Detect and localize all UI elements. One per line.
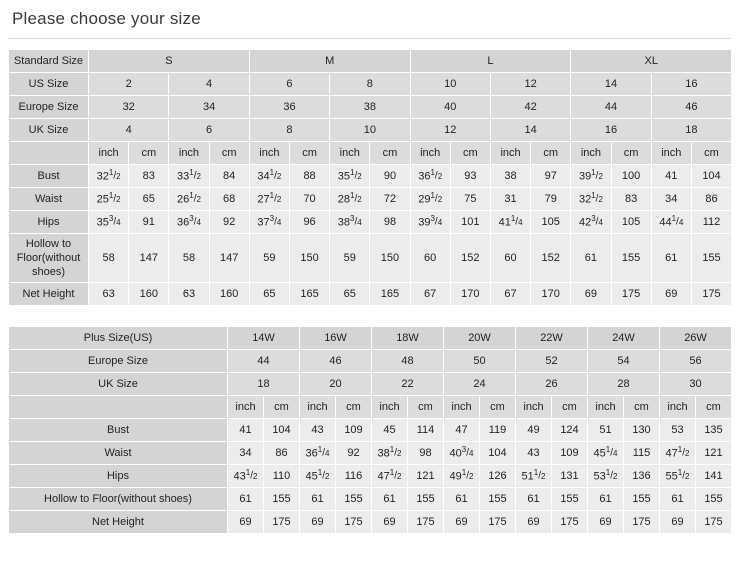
- table-row: [9, 488, 732, 511]
- cell: 110: [264, 465, 300, 488]
- cell: $38^3/_4$: [330, 211, 370, 234]
- cell: 69: [372, 511, 408, 534]
- cell: 41: [651, 165, 691, 188]
- cell: 155: [480, 488, 516, 511]
- cell: 121: [696, 442, 732, 465]
- plus-size-table: [8, 326, 732, 534]
- cell: 69: [660, 511, 696, 534]
- cell: 24: [444, 373, 516, 396]
- cell: 160: [129, 283, 169, 306]
- cell: 170: [531, 283, 571, 306]
- cell: 69: [300, 511, 336, 534]
- cell: $36^3/_4$: [169, 211, 209, 234]
- cell: 68: [209, 188, 249, 211]
- table-row: [9, 442, 732, 465]
- cell: 47: [444, 419, 480, 442]
- cell: 104: [264, 419, 300, 442]
- cell: 61: [372, 488, 408, 511]
- cell: 86: [691, 188, 731, 211]
- cell: 61: [516, 488, 552, 511]
- cell: 14: [490, 119, 570, 142]
- table-row: [9, 511, 732, 534]
- cell: $36^1/_4$: [300, 442, 336, 465]
- cell: 98: [370, 211, 410, 234]
- cell: 86: [264, 442, 300, 465]
- table-row: [9, 50, 732, 73]
- table-row: [9, 119, 732, 142]
- table-row: [9, 465, 732, 488]
- cell: 100: [611, 165, 651, 188]
- cell: 69: [571, 283, 611, 306]
- cell: 60: [410, 234, 450, 283]
- row-header-units: [9, 142, 89, 165]
- cell: 41: [228, 419, 264, 442]
- plus-size-16w: 16W: [300, 327, 372, 350]
- cell: 96: [289, 211, 329, 234]
- cell: $49^1/_2$: [444, 465, 480, 488]
- cell: 83: [611, 188, 651, 211]
- cell: 135: [696, 419, 732, 442]
- cell: $34^1/_2$: [249, 165, 289, 188]
- unit-cell: cm: [696, 396, 732, 419]
- cell: 58: [89, 234, 129, 283]
- unit-cell: inch: [660, 396, 696, 419]
- cell: $47^1/_2$: [372, 465, 408, 488]
- page-title: Please choose your size: [12, 9, 201, 28]
- cell: 155: [696, 488, 732, 511]
- row-header-hollow-to-floor: Hollow to Floor(without shoes): [9, 488, 228, 511]
- cell: 116: [336, 465, 372, 488]
- unit-cell: cm: [408, 396, 444, 419]
- row-header-net-height: Net Height: [9, 511, 228, 534]
- cell: 59: [330, 234, 370, 283]
- cell: 4: [89, 119, 169, 142]
- cell: $29^1/_2$: [410, 188, 450, 211]
- cell: 155: [611, 234, 651, 283]
- cell: $41^1/_4$: [490, 211, 530, 234]
- cell: 8: [249, 119, 329, 142]
- cell: 38: [490, 165, 530, 188]
- cell: $43^1/_2$: [228, 465, 264, 488]
- cell: 67: [490, 283, 530, 306]
- cell: $32^1/_2$: [89, 165, 129, 188]
- row-header-europe-size: Europe Size: [9, 350, 228, 373]
- cell: 61: [300, 488, 336, 511]
- cell: 54: [588, 350, 660, 373]
- cell: 175: [336, 511, 372, 534]
- cell: 155: [624, 488, 660, 511]
- cell: 50: [444, 350, 516, 373]
- cell: 141: [696, 465, 732, 488]
- cell: 155: [552, 488, 588, 511]
- cell: 147: [209, 234, 249, 283]
- cell: 147: [129, 234, 169, 283]
- cell: 92: [336, 442, 372, 465]
- unit-cell: cm: [336, 396, 372, 419]
- cell: 155: [264, 488, 300, 511]
- table-row-units: [9, 142, 732, 165]
- plus-size-18w: 18W: [372, 327, 444, 350]
- cell: $32^1/_2$: [571, 188, 611, 211]
- cell: 34: [651, 188, 691, 211]
- cell: 104: [691, 165, 731, 188]
- cell: 10: [410, 73, 490, 96]
- cell: 170: [450, 283, 490, 306]
- unit-cell: inch: [490, 142, 530, 165]
- cell: 160: [209, 283, 249, 306]
- unit-cell: inch: [571, 142, 611, 165]
- cell: 44: [228, 350, 300, 373]
- row-header-waist: Waist: [9, 442, 228, 465]
- cell: 109: [552, 442, 588, 465]
- row-header-plus-size: Plus Size(US): [9, 327, 228, 350]
- unit-cell: cm: [480, 396, 516, 419]
- row-header-net-height: Net Height: [9, 283, 89, 306]
- plus-size-22w: 22W: [516, 327, 588, 350]
- table-row: [9, 327, 732, 350]
- cell: 109: [336, 419, 372, 442]
- plus-size-24w: 24W: [588, 327, 660, 350]
- unit-cell: cm: [289, 142, 329, 165]
- size-letter-m: M: [249, 50, 410, 73]
- cell: $25^1/_2$: [89, 188, 129, 211]
- cell: 30: [660, 373, 732, 396]
- unit-cell: inch: [444, 396, 480, 419]
- row-header-europe-size: Europe Size: [9, 96, 89, 119]
- cell: 175: [408, 511, 444, 534]
- cell: 175: [624, 511, 660, 534]
- cell: 2: [89, 73, 169, 96]
- unit-cell: inch: [330, 142, 370, 165]
- cell: 165: [370, 283, 410, 306]
- unit-cell: inch: [228, 396, 264, 419]
- cell: 97: [531, 165, 571, 188]
- cell: 150: [289, 234, 329, 283]
- unit-cell: inch: [651, 142, 691, 165]
- table-row: [9, 165, 732, 188]
- cell: 65: [249, 283, 289, 306]
- cell: 10: [330, 119, 410, 142]
- cell: 43: [516, 442, 552, 465]
- unit-cell: cm: [450, 142, 490, 165]
- unit-cell: cm: [264, 396, 300, 419]
- cell: 63: [89, 283, 129, 306]
- cell: 155: [408, 488, 444, 511]
- unit-cell: cm: [531, 142, 571, 165]
- row-header-uk-size: UK Size: [9, 373, 228, 396]
- cell: 60: [490, 234, 530, 283]
- cell: 75: [450, 188, 490, 211]
- cell: 63: [169, 283, 209, 306]
- size-letter-s: S: [89, 50, 250, 73]
- unit-cell: inch: [588, 396, 624, 419]
- cell: 6: [249, 73, 329, 96]
- cell: 46: [300, 350, 372, 373]
- cell: 105: [531, 211, 571, 234]
- cell: 49: [516, 419, 552, 442]
- cell: $42^3/_4$: [571, 211, 611, 234]
- cell: 104: [480, 442, 516, 465]
- size-letter-xl: XL: [571, 50, 732, 73]
- unit-cell: cm: [611, 142, 651, 165]
- table-row-units: [9, 396, 732, 419]
- unit-cell: inch: [410, 142, 450, 165]
- cell: $27^1/_2$: [249, 188, 289, 211]
- cell: $35^3/_4$: [89, 211, 129, 234]
- cell: 105: [611, 211, 651, 234]
- unit-cell: inch: [249, 142, 289, 165]
- cell: $39^1/_2$: [571, 165, 611, 188]
- row-header-uk-size: UK Size: [9, 119, 89, 142]
- table-row: [9, 96, 732, 119]
- table-row: [9, 73, 732, 96]
- cell: 45: [372, 419, 408, 442]
- unit-cell: cm: [370, 142, 410, 165]
- cell: $35^1/_2$: [330, 165, 370, 188]
- cell: 4: [169, 73, 249, 96]
- unit-cell: cm: [624, 396, 660, 419]
- cell: 175: [264, 511, 300, 534]
- plus-size-20w: 20W: [444, 327, 516, 350]
- unit-cell: inch: [169, 142, 209, 165]
- cell: 101: [450, 211, 490, 234]
- row-header-hips: Hips: [9, 465, 228, 488]
- cell: 119: [480, 419, 516, 442]
- cell: 32: [89, 96, 169, 119]
- unit-cell: cm: [691, 142, 731, 165]
- cell: 115: [624, 442, 660, 465]
- cell: 131: [552, 465, 588, 488]
- cell: 72: [370, 188, 410, 211]
- cell: 18: [228, 373, 300, 396]
- cell: 61: [571, 234, 611, 283]
- cell: 69: [228, 511, 264, 534]
- cell: 34: [169, 96, 249, 119]
- cell: 65: [330, 283, 370, 306]
- size-letter-l: L: [410, 50, 571, 73]
- row-header-hips: Hips: [9, 211, 89, 234]
- cell: 31: [490, 188, 530, 211]
- cell: 155: [691, 234, 731, 283]
- row-header-hollow-to-floor: Hollow to Floor(without shoes): [9, 234, 89, 283]
- row-header-bust: Bust: [9, 419, 228, 442]
- cell: 69: [516, 511, 552, 534]
- cell: $45^1/_2$: [300, 465, 336, 488]
- cell: 124: [552, 419, 588, 442]
- unit-cell: inch: [372, 396, 408, 419]
- plus-size-14w: 14W: [228, 327, 300, 350]
- cell: 175: [611, 283, 651, 306]
- cell: 69: [588, 511, 624, 534]
- cell: $36^1/_2$: [410, 165, 450, 188]
- unit-cell: cm: [209, 142, 249, 165]
- cell: 121: [408, 465, 444, 488]
- cell: 53: [660, 419, 696, 442]
- cell: 155: [336, 488, 372, 511]
- cell: $38^1/_2$: [372, 442, 408, 465]
- cell: 43: [300, 419, 336, 442]
- cell: 16: [651, 73, 731, 96]
- cell: 83: [129, 165, 169, 188]
- cell: 26: [516, 373, 588, 396]
- cell: 67: [410, 283, 450, 306]
- cell: 48: [372, 350, 444, 373]
- cell: 61: [660, 488, 696, 511]
- cell: 150: [370, 234, 410, 283]
- row-header-units: [9, 396, 228, 419]
- cell: 92: [209, 211, 249, 234]
- cell: 91: [129, 211, 169, 234]
- standard-size-table: [8, 49, 732, 306]
- cell: 46: [651, 96, 731, 119]
- title-divider: [8, 38, 731, 39]
- cell: 69: [444, 511, 480, 534]
- cell: 38: [330, 96, 410, 119]
- row-header-standard-size: Standard Size: [9, 50, 89, 73]
- table-row: [9, 188, 732, 211]
- table-row: [9, 234, 732, 283]
- unit-cell: cm: [552, 396, 588, 419]
- cell: 51: [588, 419, 624, 442]
- cell: 61: [228, 488, 264, 511]
- unit-cell: inch: [516, 396, 552, 419]
- cell: 36: [249, 96, 329, 119]
- table-row: [9, 373, 732, 396]
- cell: $28^1/_2$: [330, 188, 370, 211]
- cell: 175: [696, 511, 732, 534]
- cell: 22: [372, 373, 444, 396]
- cell: $44^1/_4$: [651, 211, 691, 234]
- cell: 58: [169, 234, 209, 283]
- cell: 28: [588, 373, 660, 396]
- cell: $53^1/_2$: [588, 465, 624, 488]
- cell: 126: [480, 465, 516, 488]
- cell: 70: [289, 188, 329, 211]
- cell: 56: [660, 350, 732, 373]
- cell: 93: [450, 165, 490, 188]
- cell: 114: [408, 419, 444, 442]
- cell: 65: [129, 188, 169, 211]
- cell: 44: [571, 96, 651, 119]
- cell: 52: [516, 350, 588, 373]
- cell: $55^1/_2$: [660, 465, 696, 488]
- row-header-bust: Bust: [9, 165, 89, 188]
- cell: 14: [571, 73, 651, 96]
- cell: 130: [624, 419, 660, 442]
- table-row: [9, 283, 732, 306]
- cell: 18: [651, 119, 731, 142]
- cell: 112: [691, 211, 731, 234]
- cell: 61: [444, 488, 480, 511]
- cell: $33^1/_2$: [169, 165, 209, 188]
- cell: 59: [249, 234, 289, 283]
- cell: 152: [531, 234, 571, 283]
- cell: 6: [169, 119, 249, 142]
- cell: 8: [330, 73, 410, 96]
- unit-cell: inch: [300, 396, 336, 419]
- cell: 84: [209, 165, 249, 188]
- table-row: [9, 350, 732, 373]
- cell: 34: [228, 442, 264, 465]
- cell: $39^3/_4$: [410, 211, 450, 234]
- unit-cell: inch: [89, 142, 129, 165]
- row-header-us-size: US Size: [9, 73, 89, 96]
- cell: 61: [651, 234, 691, 283]
- cell: $26^1/_2$: [169, 188, 209, 211]
- cell: 69: [651, 283, 691, 306]
- unit-cell: cm: [129, 142, 169, 165]
- cell: 20: [300, 373, 372, 396]
- cell: 12: [410, 119, 490, 142]
- table-row: [9, 211, 732, 234]
- cell: 136: [624, 465, 660, 488]
- cell: 152: [450, 234, 490, 283]
- cell: 79: [531, 188, 571, 211]
- cell: $45^1/_4$: [588, 442, 624, 465]
- cell: 16: [571, 119, 651, 142]
- cell: 165: [289, 283, 329, 306]
- cell: 40: [410, 96, 490, 119]
- cell: 88: [289, 165, 329, 188]
- cell: 175: [480, 511, 516, 534]
- row-header-waist: Waist: [9, 188, 89, 211]
- cell: 12: [490, 73, 570, 96]
- cell: 61: [588, 488, 624, 511]
- cell: 42: [490, 96, 570, 119]
- cell: $40^3/_4$: [444, 442, 480, 465]
- plus-size-26w: 26W: [660, 327, 732, 350]
- cell: 175: [552, 511, 588, 534]
- cell: 98: [408, 442, 444, 465]
- cell: 175: [691, 283, 731, 306]
- cell: $47^1/_2$: [660, 442, 696, 465]
- cell: 90: [370, 165, 410, 188]
- cell: $51^1/_2$: [516, 465, 552, 488]
- cell: $37^3/_4$: [249, 211, 289, 234]
- table-row: [9, 419, 732, 442]
